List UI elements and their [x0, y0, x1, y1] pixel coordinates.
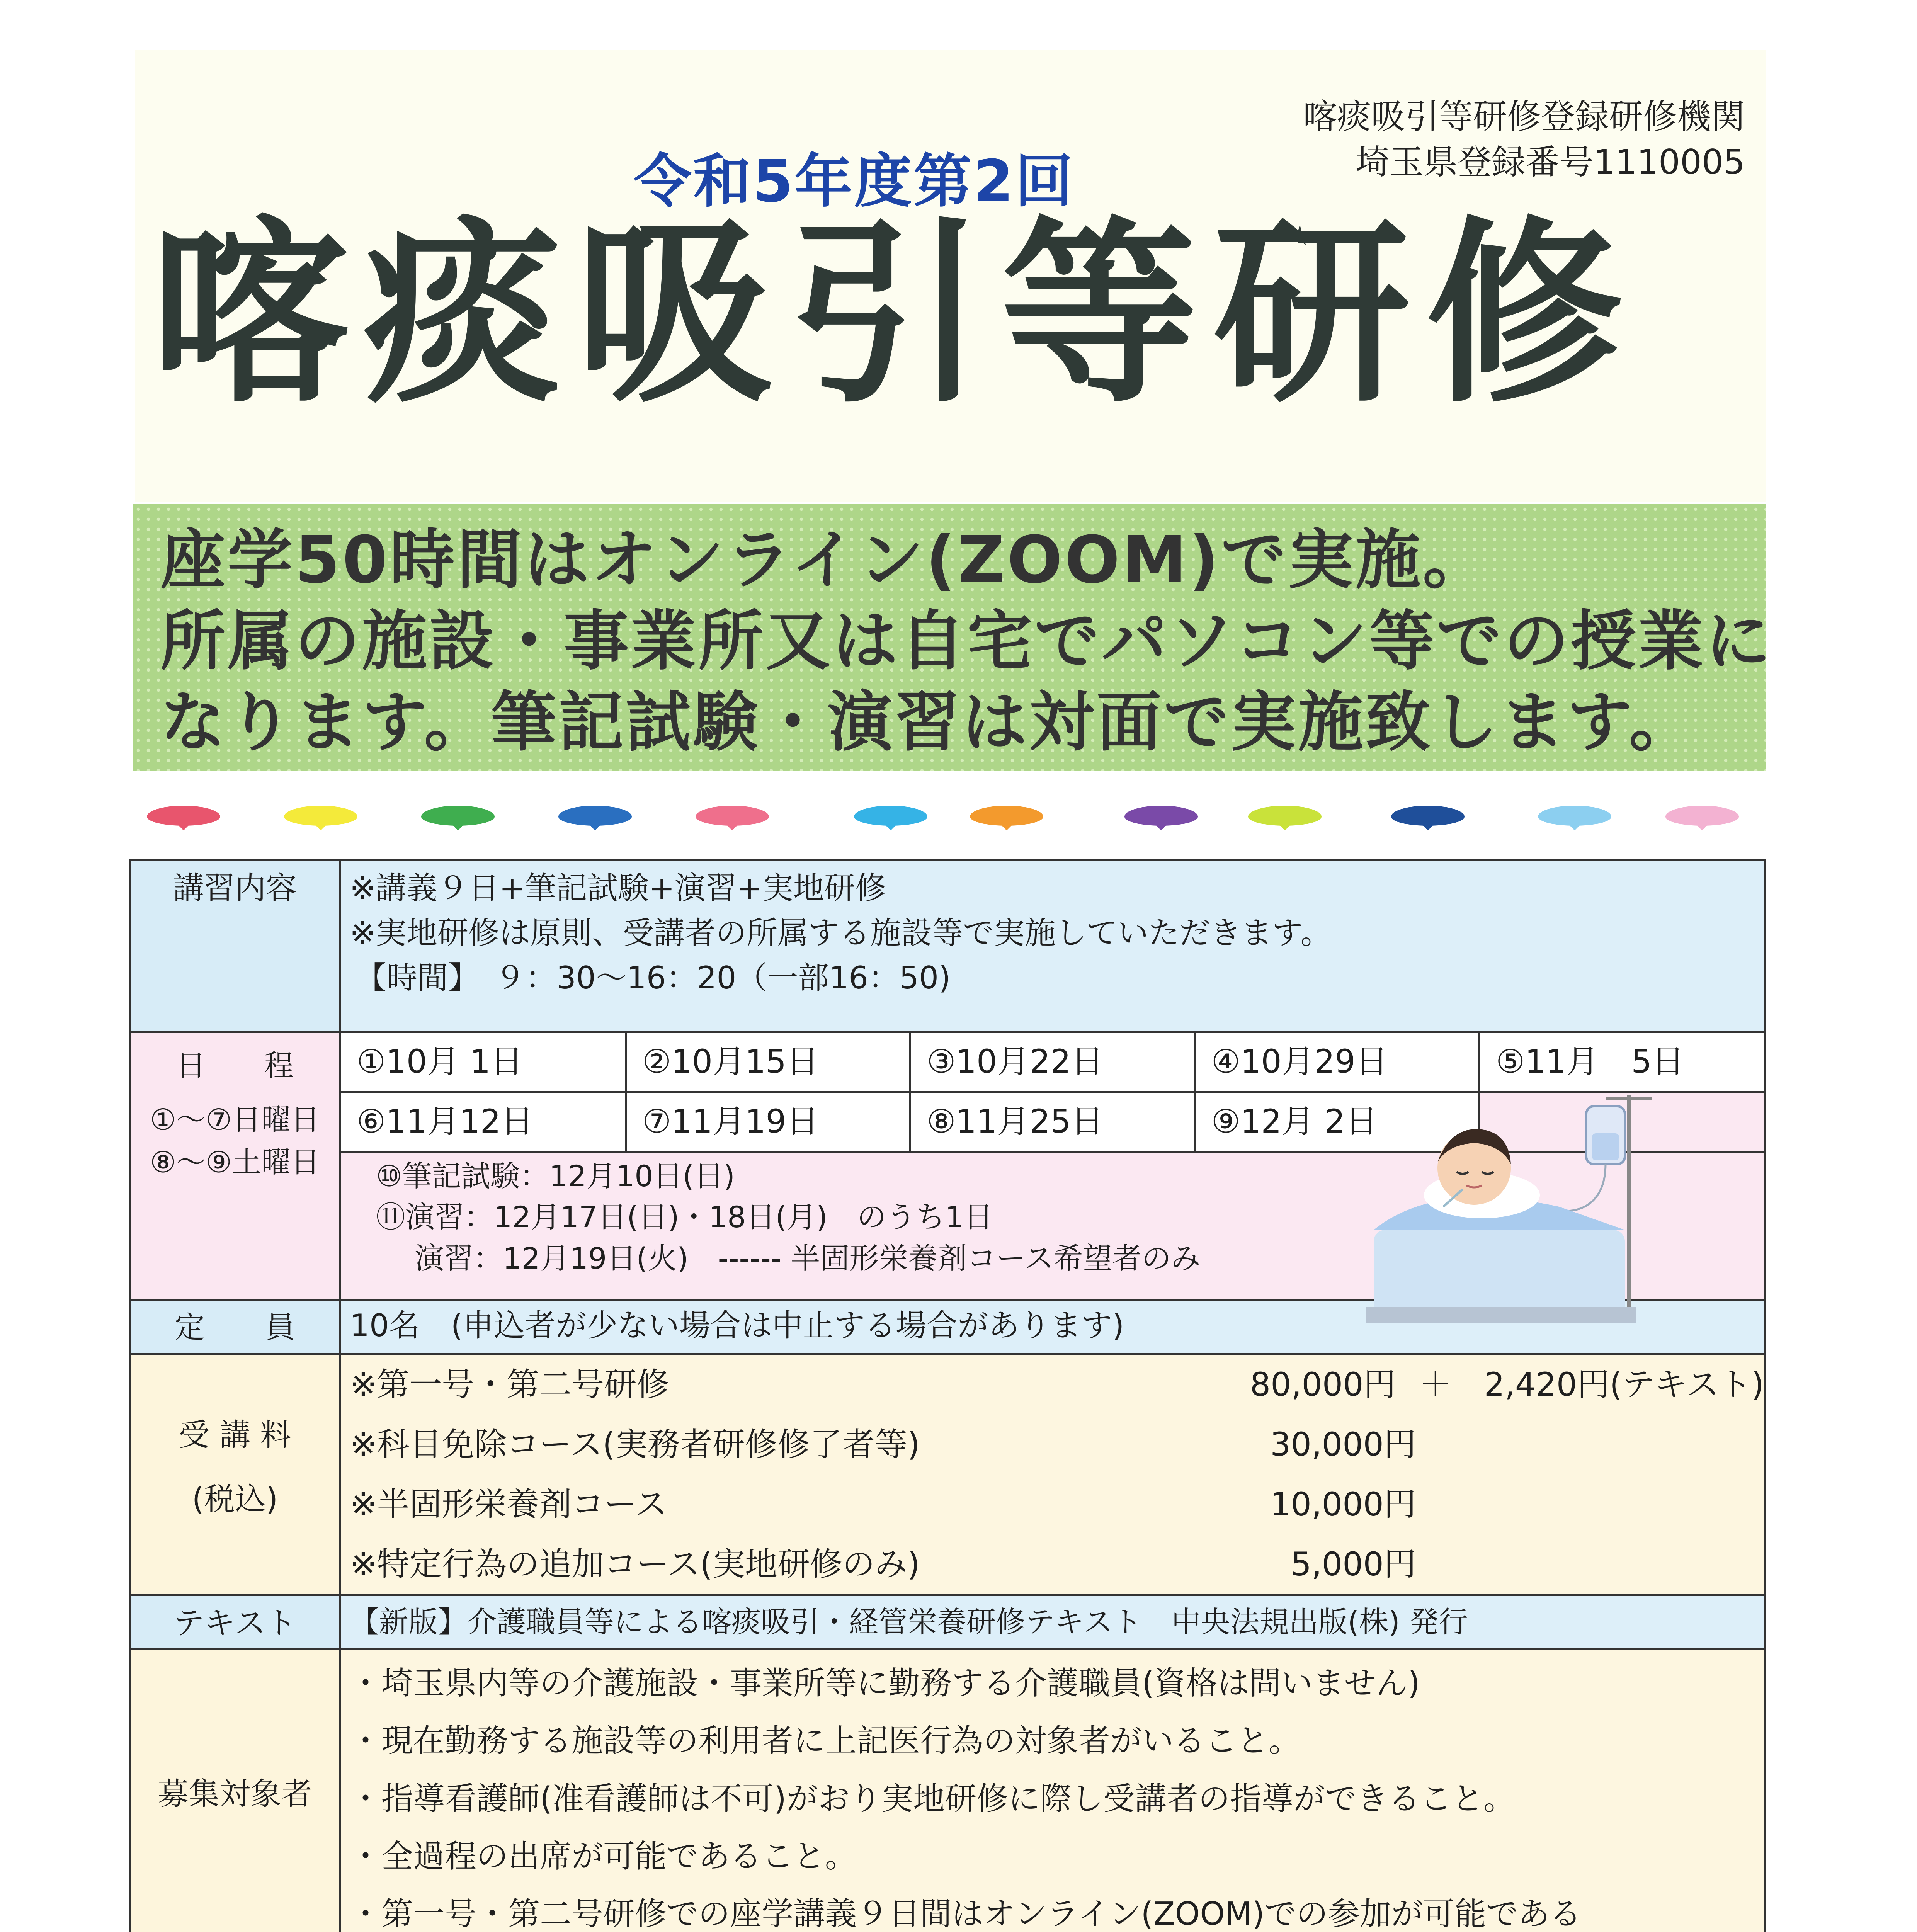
online-notice-banner	[133, 504, 1773, 771]
petal-icon	[854, 806, 927, 826]
course-info-table	[129, 859, 1766, 1932]
petal-icon	[421, 806, 495, 826]
target-line: ・現在勤務する施設等の利用者に上記医行為の対象者がいること。	[350, 1723, 1301, 1760]
fee-item	[350, 1355, 1764, 1415]
petal-icon	[970, 806, 1043, 826]
label-textbook: テキスト	[130, 1595, 340, 1649]
practice-date-extra: 演習：12月19日(火) ------ 半固形栄養剤コース希望者のみ	[415, 1241, 1201, 1276]
target-line: ・指導看護師(准看護師は不可)がおり実地研修に際し受講者の指導ができること。	[350, 1780, 1515, 1817]
row-course	[130, 861, 1765, 1032]
fee-label: 受 講 料	[179, 1417, 291, 1453]
petal-icon	[147, 806, 220, 826]
banner-line-3: なります。筆記試験・演習は対面で実施致します。	[160, 684, 1697, 760]
target-content	[340, 1649, 1765, 1932]
target-line: ・全過程の出席が可能であること。	[350, 1838, 857, 1875]
petal-icon	[1665, 806, 1739, 826]
course-content	[340, 861, 1765, 1032]
fee-item-extra: ＋ 2,420円(テキスト)	[1419, 1365, 1764, 1403]
petal-icon	[1538, 806, 1611, 826]
fee-item-name: ※科目免除コース(実務者研修修了者等)	[350, 1425, 920, 1463]
course-line-2: ※実地研修は原則、受講者の所属する施設等で実施していただきます。	[350, 915, 1332, 951]
patient-bed-illustration	[1358, 1091, 1698, 1330]
schedule-label: 日 程	[176, 1048, 294, 1083]
edition-label: 令和5年度第2回	[634, 148, 1075, 215]
target-line: ・第一号・第二号研修での座学講義９日間はオンライン(ZOOM)での参加が可能である	[350, 1896, 1582, 1932]
date-cell: ⑦11月19日	[626, 1092, 910, 1152]
label-course: 講習内容	[130, 861, 340, 1032]
fee-item	[350, 1415, 1764, 1475]
fee-item	[350, 1534, 1764, 1594]
date-cell: ③10月22日	[910, 1033, 1195, 1092]
fee-item-name: ※第一号・第二号研修	[350, 1365, 669, 1403]
target-line: ・埼玉県内等の介護施設・事業所等に勤務する介護職員(資格は問いません)	[350, 1665, 1420, 1702]
fee-item-price: 10,000円	[1270, 1485, 1416, 1523]
row-target	[130, 1649, 1765, 1932]
date-cell: ⑧11月25日	[910, 1092, 1195, 1152]
fee-item-price: 5,000円	[1291, 1545, 1416, 1583]
schedule-content	[340, 1032, 1765, 1301]
banner-line-2: 所属の施設・事業所又は自宅でパソコン等での授業に	[160, 603, 1773, 679]
date-cell: ⑥11月12日	[341, 1092, 626, 1152]
schedule-sub-2: ⑧～⑨土曜日	[150, 1145, 320, 1180]
petal-icon	[284, 806, 357, 826]
petal-icon	[1248, 806, 1322, 826]
fee-item	[350, 1475, 1764, 1534]
fee-content	[340, 1354, 1765, 1595]
textbook-text: 【新版】介護職員等による喀痰吸引・経管栄養研修テキスト 中央法規出版(株) 発行	[340, 1595, 1765, 1649]
page-title: 喀痰吸引等研修	[151, 200, 1638, 429]
exam-date: ⑩筆記試験：12月10日(日)	[376, 1159, 735, 1193]
date-cell: ⑤11月 5日	[1480, 1033, 1764, 1092]
row-schedule	[130, 1032, 1765, 1301]
date-cell: ⑨12月 2日	[1195, 1092, 1479, 1152]
petal-icon	[1124, 806, 1198, 826]
fee-tax-note: (税込)	[192, 1481, 278, 1517]
registration-org: 喀痰吸引等研修登録研修機関	[1303, 97, 1745, 136]
course-line-1: ※講義９日+筆記試験+演習+実地研修	[350, 870, 886, 906]
label-capacity: 定 員	[130, 1301, 340, 1354]
fee-item-name: ※半固形栄養剤コース	[350, 1485, 668, 1523]
label-schedule	[130, 1032, 340, 1301]
schedule-sub-1: ①～⑦日曜日	[150, 1102, 320, 1137]
petal-icon	[696, 806, 769, 826]
petal-icon	[558, 806, 632, 826]
date-cell: ②10月15日	[626, 1033, 910, 1092]
decorative-petals	[139, 806, 1762, 833]
fee-item-name: ※特定行為の追加コース(実地研修のみ)	[350, 1545, 920, 1583]
row-textbook	[130, 1595, 1765, 1649]
capacity-text: 10名 (申込者が少ない場合は中止する場合があります)	[340, 1301, 1765, 1354]
practice-date: ⑪演習：12月17日(日)・18日(月) のうち1日	[376, 1200, 993, 1235]
date-cell: ①10月 1日	[341, 1033, 626, 1092]
course-time: 【時間】 ９：30～16：20（一部16：50)	[356, 960, 951, 996]
fee-item-price: 30,000円	[1270, 1425, 1416, 1463]
date-cell: ④10月29日	[1195, 1033, 1479, 1092]
label-target: 募集対象者	[130, 1649, 340, 1932]
registration-number: 埼玉県登録番号1110005	[1356, 142, 1745, 182]
label-fee	[130, 1354, 340, 1595]
fee-item-price: 80,000円	[1250, 1365, 1396, 1403]
banner-line-1: 座学50時間はオンライン(ZOOM)で実施。	[160, 522, 1490, 598]
petal-icon	[1391, 806, 1465, 826]
row-fee	[130, 1354, 1765, 1595]
